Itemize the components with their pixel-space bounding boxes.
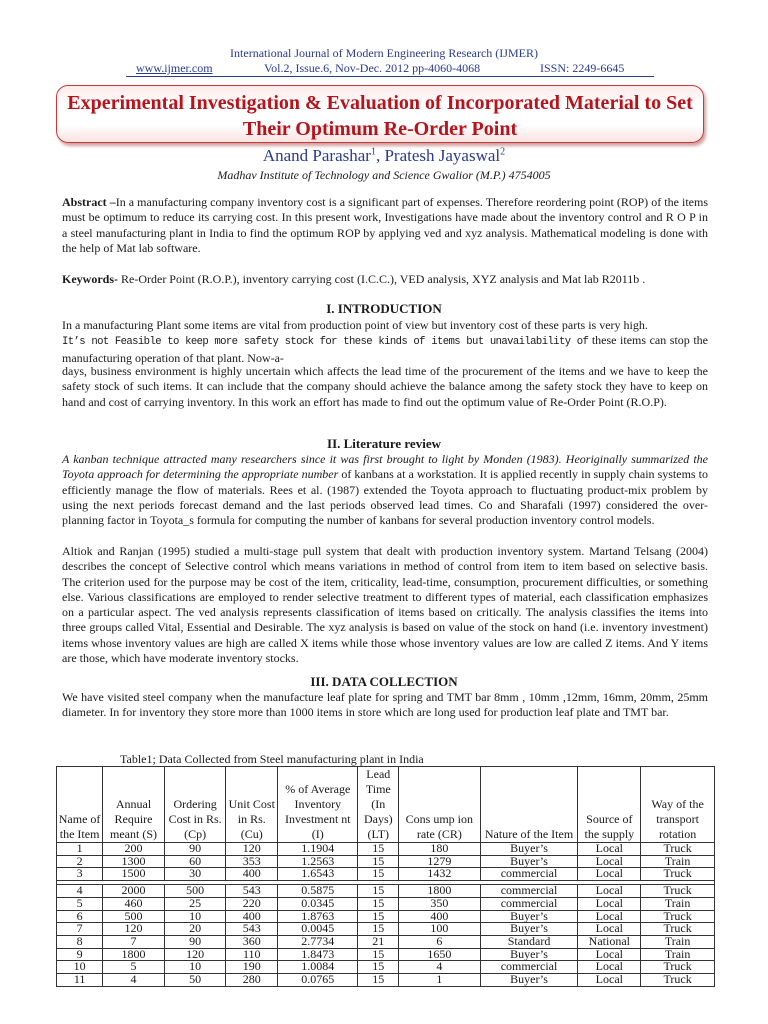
table-cell: Truck	[641, 843, 715, 856]
table-cell: 15	[358, 910, 399, 923]
abstract-label: Abstract –	[62, 195, 116, 209]
title-line-2: Their Optimum Re-Order Point	[242, 118, 518, 140]
table-cell: 4	[399, 961, 480, 974]
table-cell: Local	[578, 974, 641, 987]
table-cell: 110	[226, 948, 278, 961]
table-cell: 15	[358, 974, 399, 987]
author-1-superscript: 1	[370, 146, 376, 158]
title-box	[56, 85, 704, 143]
data-collection-heading: III. DATA COLLECTION	[310, 674, 458, 689]
table-cell: 2.7734	[278, 935, 358, 948]
introduction-paragraph-1	[62, 318, 708, 366]
table-cell: 1.8763	[278, 910, 358, 923]
table-cell: 10	[57, 961, 103, 974]
table-cell: Local	[578, 948, 641, 961]
table-cell: 460	[103, 897, 165, 910]
table-cell: 1	[399, 974, 480, 987]
table-cell: 60	[164, 855, 226, 868]
literature-heading: II. Literature review	[327, 436, 441, 451]
table-cell: Truck	[641, 974, 715, 987]
table-cell: 280	[226, 974, 278, 987]
table-cell: Train	[641, 855, 715, 868]
intro-text-b: these items can stop the manufacturing operation of that plant. Now-a-	[62, 333, 708, 365]
table-cell: 543	[226, 923, 278, 936]
table-cell: Local	[578, 885, 641, 898]
table-cell: 4	[103, 974, 165, 987]
table-cell: Buyer’s	[480, 974, 578, 987]
table-cell: 1300	[103, 855, 165, 868]
table-cell: Local	[578, 897, 641, 910]
table-cell: Local	[578, 868, 641, 881]
introduction-heading: I. INTRODUCTION	[326, 301, 442, 316]
table-cell: 180	[399, 843, 480, 856]
table-header-cell: Ordering Cost in Rs. (Cp)	[164, 767, 226, 843]
table-cell: 220	[226, 897, 278, 910]
table-cell: 120	[103, 923, 165, 936]
table-cell: 7	[57, 923, 103, 936]
table-cell: 30	[164, 868, 226, 881]
table-cell: 100	[399, 923, 480, 936]
table-cell: 15	[358, 855, 399, 868]
table-cell: 1650	[399, 948, 480, 961]
table-cell: 400	[399, 910, 480, 923]
table-cell: 5	[57, 897, 103, 910]
table-cell: 2	[57, 855, 103, 868]
keywords-text: Re-Order Point (R.O.P.), inventory carrying cost (I.C.C.), VED analysis, XYZ analysis and Mat lab R2011b .	[118, 272, 646, 286]
table-cell: 15	[358, 923, 399, 936]
table-cell: 11	[57, 974, 103, 987]
table-cell: 7	[103, 935, 165, 948]
table-cell: commercial	[480, 868, 578, 881]
table-cell: Local	[578, 855, 641, 868]
table-cell: 6	[57, 910, 103, 923]
journal-website-link[interactable]: www.ijmer.com	[136, 61, 213, 75]
table-cell: 90	[164, 935, 226, 948]
table-cell: 1.8473	[278, 948, 358, 961]
table-cell: Truck	[641, 923, 715, 936]
table-cell: 1.0084	[278, 961, 358, 974]
table-cell: 1279	[399, 855, 480, 868]
table-cell: Truck	[641, 910, 715, 923]
table-header-cell: Annual Require meant (S)	[103, 767, 165, 843]
table-cell: 10	[164, 910, 226, 923]
table-header-cell: Unit Cost in Rs. (Cu)	[226, 767, 278, 843]
table-cell: 353	[226, 855, 278, 868]
table-cell: commercial	[480, 885, 578, 898]
table-cell: 1.1904	[278, 843, 358, 856]
title-line-1: Experimental Investigation & Evaluation of Incorporated Material to Set	[67, 92, 693, 114]
keywords	[62, 272, 708, 287]
table-cell: 500	[164, 885, 226, 898]
table-cell: National	[578, 935, 641, 948]
table-cell: Buyer’s	[480, 855, 578, 868]
table-cell: 20	[164, 923, 226, 936]
table-cell: 500	[103, 910, 165, 923]
literature-text: of kanbans at a workstation. It is applied recently in supply chain systems to efficiently manage the flow of materials. Rees et al. (1987) extended the Toyota approach to fluctuating product-mix problem by using the next periods forecast demand and the last periods observed lead times. Co and Sharafali (1997) considered the over-planning factor in Toyota_s formula for computing the number of kanbans for several production inventory control models.	[62, 467, 708, 528]
abstract-text: In a manufacturing company inventory cost is a significant part of expenses. Therefore reordering point (ROP) of the items must be optimum to reduce its carrying cost. In this present work, Investigations have made about the inventory control and R O P in a steel manufacturing plant in India to find the optimum ROP by applying ved and xyz analysis. Mathematical modeling is done with the help of Mat lab software.	[62, 195, 708, 255]
author-2-superscript: 2	[500, 146, 506, 158]
table-cell: 15	[358, 843, 399, 856]
author-separator: ,	[375, 146, 385, 165]
table-row	[57, 974, 715, 987]
table-cell: 543	[226, 885, 278, 898]
table-header-cell: Source of the supply	[578, 767, 641, 843]
table-cell: 0.0045	[278, 923, 358, 936]
table-cell: Buyer’s	[480, 923, 578, 936]
table-cell: 90	[164, 843, 226, 856]
table-cell: 3	[57, 868, 103, 881]
table-cell: 15	[358, 885, 399, 898]
keywords-label: Keywords-	[62, 272, 118, 286]
table-cell: 200	[103, 843, 165, 856]
table-body-group-1	[57, 843, 715, 881]
table-cell: Truck	[641, 868, 715, 881]
abstract	[62, 195, 708, 256]
table-cell: Local	[578, 910, 641, 923]
table-cell: 400	[226, 868, 278, 881]
author-1: Anand Parashar	[262, 146, 371, 165]
author-2: Pratesh Jayaswal	[384, 146, 501, 165]
table-cell: 400	[226, 910, 278, 923]
table-cell: Buyer’s	[480, 910, 578, 923]
table-header-cell: Name of the Item	[57, 767, 103, 843]
table-cell: 190	[226, 961, 278, 974]
table-cell: commercial	[480, 897, 578, 910]
table-cell: 4	[57, 885, 103, 898]
table-cell: 1500	[103, 868, 165, 881]
table-cell: 1.2563	[278, 855, 358, 868]
table-header-cell: Lead Time (In Days) (LT)	[358, 767, 399, 843]
table-cell: 2000	[103, 885, 165, 898]
table-cell: 50	[164, 974, 226, 987]
table-cell: Train	[641, 948, 715, 961]
table-cell: Local	[578, 961, 641, 974]
journal-name: International Journal of Modern Engineering Research (IJMER)	[230, 46, 538, 60]
table-cell: 15	[358, 961, 399, 974]
literature-italic-text: A kanban technique attracted many researchers since it was first brought to light by Monden (1983). Heoriginally summarized the Toyota approach for determining the appropriate number	[62, 452, 708, 482]
data-collection-paragraph: We have visited steel company when the manufacture leaf plate for spring and TMT bar 8mm , 10mm ,12mm, 16mm, 20mm, 25mm diameter. In for inventory they store more than 1000 items in store which are long used for production leaf plate and TMT bar.	[62, 690, 708, 720]
table-cell: Buyer’s	[480, 843, 578, 856]
table-cell: Local	[578, 923, 641, 936]
table-cell: 1	[57, 843, 103, 856]
table-cell: 10	[164, 961, 226, 974]
authors	[0, 146, 768, 166]
table-cell: 0.0345	[278, 897, 358, 910]
table-cell: 25	[164, 897, 226, 910]
table-cell: 1.6543	[278, 868, 358, 881]
table-cell: Truck	[641, 961, 715, 974]
table-cell: 6	[399, 935, 480, 948]
literature-paragraph-2: Altiok and Ranjan (1995) studied a multi-stage pull system that dealt with production inventory system. Martand Telsang (2004) describes the concept of Selective control which means variations in method of control from item to item based on selective basis. The criterion used for the purpose may be cost of the item, criticality, lead-time, consumption, procurement difficulties, or something else. Various classifications are employed to render selective treatment to different types of material, each classification emphasizes on a particular aspect. The ved analysis represents classification of items based on critically. The analysis classifies the items into three groups called Vital, Essential and Desirable. The xyz analysis is based on value of the stock on hand (i.e. inventory investment) items whose inventory values are high are called X items while those whose inventory values are low are called Z items. And Y items are those, which have moderate inventory stocks.	[62, 544, 708, 666]
table-cell: 360	[226, 935, 278, 948]
table-cell: Local	[578, 843, 641, 856]
table-body-group-2	[57, 885, 715, 987]
table-cell: commercial	[480, 961, 578, 974]
table-cell: 15	[358, 868, 399, 881]
table-cell: Standard	[480, 935, 578, 948]
intro-text-a: In a manufacturing Plant some items are vital from production point of view but inventory cost of these parts is very high.	[62, 318, 648, 332]
table-cell: 5	[103, 961, 165, 974]
table-cell: 8	[57, 935, 103, 948]
table-row	[57, 868, 715, 881]
table-cell: 120	[226, 843, 278, 856]
journal-issn: ISSN: 2249-6645	[540, 61, 625, 75]
table-cell: 0.5875	[278, 885, 358, 898]
table-cell: 21	[358, 935, 399, 948]
table-header-cell: Cons ump ion rate (CR)	[399, 767, 480, 843]
table-cell: Train	[641, 935, 715, 948]
introduction-paragraph-2: days, business environment is highly uncertain which affects the lead time of the procurement of the items and we have to keep the safety stock of such items. It can include that the company should achieve the balance among the safety stock they have to keep on hand and cost of carrying inventory. In this work an effort has made to find out the optimum value of Re-Order Point (R.O.P).	[62, 364, 708, 409]
table-cell: Buyer’s	[480, 948, 578, 961]
table-cell: 1800	[399, 885, 480, 898]
table-cell: 15	[358, 897, 399, 910]
header-rule	[126, 76, 654, 77]
table-cell: Train	[641, 897, 715, 910]
affiliation: Madhav Institute of Technology and Science Gwalior (M.P.) 4754005	[217, 168, 551, 182]
table-cell: 15	[358, 948, 399, 961]
table-cell: 120	[164, 948, 226, 961]
table-cell: 350	[399, 897, 480, 910]
table-header-cell: % of Average Inventory Investment nt (I)	[278, 767, 358, 843]
data-table	[56, 766, 715, 987]
intro-text-mono: It’s not Feasible to keep more safety stock for these kinds of items but unavailability of	[62, 336, 589, 349]
table-cell: 0.0765	[278, 974, 358, 987]
table-header-row	[57, 767, 715, 843]
table-cell: 1432	[399, 868, 480, 881]
table-cell: 9	[57, 948, 103, 961]
table-header-cell: Nature of the Item	[480, 767, 578, 843]
journal-volume: Vol.2, Issue.6, Nov-Dec. 2012 pp-4060-4068	[264, 61, 481, 75]
table-cell: Truck	[641, 885, 715, 898]
table-cell: 1800	[103, 948, 165, 961]
literature-paragraph-1	[62, 452, 708, 528]
table-caption: Table1; Data Collected from Steel manufacturing plant in India	[120, 752, 424, 766]
table-header-cell: Way of the transport rotation	[641, 767, 715, 843]
